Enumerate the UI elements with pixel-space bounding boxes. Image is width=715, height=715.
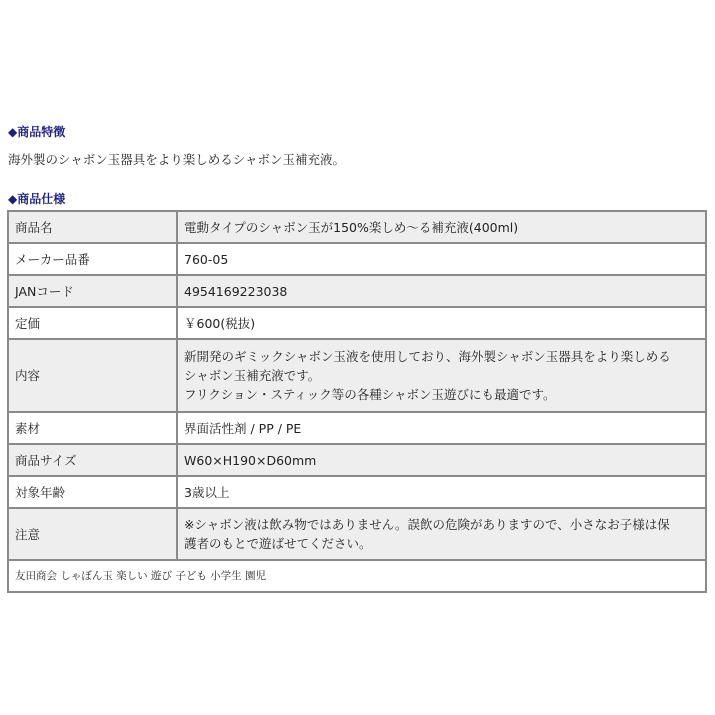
spec-label: 定価 xyxy=(8,307,177,339)
spec-label: 商品サイズ xyxy=(8,444,177,476)
spec-value-line: 護者のもとで遊ばせてください。 xyxy=(184,536,372,551)
spec-row-age xyxy=(8,476,706,508)
spec-label: 注意 xyxy=(8,508,177,560)
spec-value: 界面活性剤 / PP / PE xyxy=(177,412,706,444)
spec-row-material xyxy=(8,412,706,444)
spec-row-contents xyxy=(8,339,706,412)
spec-value: 4954169223038 xyxy=(177,275,706,307)
specs-heading: ◆商品仕様 xyxy=(8,192,66,206)
spec-value xyxy=(177,508,706,560)
spec-row-price xyxy=(8,307,706,339)
spec-value-line: シャボン玉補充液です。 xyxy=(184,368,321,383)
spec-label: メーカー品番 xyxy=(8,243,177,275)
spec-row-maker-code xyxy=(8,243,706,275)
spec-row-caution xyxy=(8,508,706,560)
tags-text: 友田商会 しゃぼん玉 楽しい 遊び 子ども 小学生 園児 xyxy=(8,560,706,592)
spec-value-line: 新開発のギミックシャボン玉液を使用しており、海外製シャボン玉器具をより楽しめる xyxy=(184,349,671,364)
spec-label: 対象年齢 xyxy=(8,476,177,508)
spec-value: 3歳以上 xyxy=(177,476,706,508)
spec-row-jan xyxy=(8,275,706,307)
spec-value-line: ※シャボン液は飲み物ではありません。誤飲の危険がありますので、小さなお子様は保 xyxy=(184,517,670,532)
spec-label: 商品名 xyxy=(8,211,177,243)
features-heading: ◆商品特徴 xyxy=(8,125,66,139)
spec-row-size xyxy=(8,444,706,476)
features-text: 海外製のシャボン玉器具をより楽しめるシャボン玉補充液。 xyxy=(8,152,346,167)
spec-row-tags xyxy=(8,560,706,592)
spec-row-product-name xyxy=(8,211,706,243)
spec-value: W60×H190×D60mm xyxy=(177,444,706,476)
spec-value: 電動タイプのシャボン玉が150%楽しめ～る補充液(400ml) xyxy=(177,211,706,243)
spec-value: 760-05 xyxy=(177,243,706,275)
spec-value xyxy=(177,339,706,412)
spec-value: ￥600(税抜) xyxy=(177,307,706,339)
spec-label: 内容 xyxy=(8,339,177,412)
spec-label: JANコード xyxy=(8,275,177,307)
spec-label: 素材 xyxy=(8,412,177,444)
spec-value-line: フリクション・スティック等の各種シャボン玉遊びにも最適です。 xyxy=(184,387,556,402)
spec-table xyxy=(7,210,707,593)
